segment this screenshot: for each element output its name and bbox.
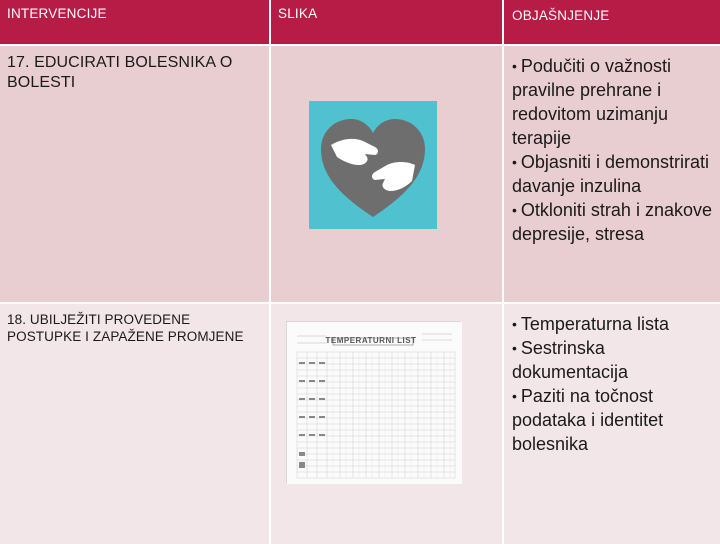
list-item: • Otkloniti strah i znakove depresije, stresa [512,200,712,244]
list-item: • Objasniti i demonstrirati davanje inzulina [512,152,709,196]
chart-title: TEMPERATURNI LIST [325,336,417,345]
list-item: • Temperaturna lista [512,314,669,334]
temperature-chart-image [286,321,461,483]
list-item: • Sestrinska dokumentacija [512,338,629,382]
table-row-17-image [271,46,502,302]
heart-hands-icon [309,101,437,229]
header-interventions: INTERVENCIJE [0,0,269,44]
table-row-18-image [271,304,502,544]
table-row-17-intervention [0,46,269,302]
list-item: • Podučiti o važnosti pravilne prehrane i redovitom uzimanju terapije [512,56,671,148]
header-image: SLIKA [271,0,502,44]
explanation-list [512,312,720,456]
list-item: • Paziti na točnost podataka i identitet bolesnika [512,386,664,454]
table-row-18-explanation [504,304,720,544]
intervention-text: 18. UBILJEŽITI PROVEDENE POSTUPKE I ZAPAŽENE PROMJENE [7,312,244,344]
table-row-18-intervention [0,304,269,544]
table-row-17-explanation [504,46,720,302]
explanation-list [512,54,720,246]
intervention-text: 17. EDUCIRATI BOLESNIKA O BOLESTI [7,54,233,91]
header-explanation: OBJAŠNJENJE [504,0,720,44]
